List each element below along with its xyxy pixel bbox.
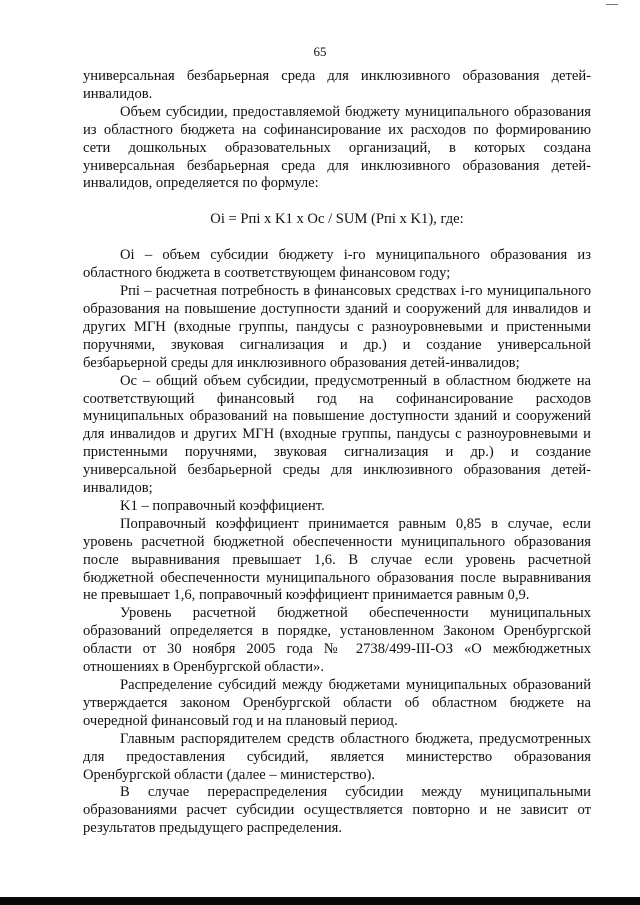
definition-oc: Oc – общий объем субсидии, предусмотренный в областном бюджете на соответствующий финансовый год на софинансирование расходов муниципальных образований на повышение доступности зданий и сооружений для инвалидов и других МГН (входные группы, пандусы с разноуровневыми и пристенными поручнями, звуковая сигнализация и др.) и создание универсальной безбарьерной среды для инклюзивного образования детей-инвалидов;	[83, 372, 591, 497]
paragraph-subsidy-volume: Объем субсидии, предоставляемой бюджету муниципального образования из областного бюджета на софинансирование их расходов по формированию сети дошкольных образовательных организаций, в которых создана универсальная безбарьерная среда для инклюзивного образования детей-инвалидов, определяется по формуле:	[83, 103, 591, 192]
definition-rpi: Pпi – расчетная потребность в финансовых средствах i-го муниципального образования на повышение доступности зданий и сооружений для инвалидов и других МГН (входные группы, пандусы с разноуровневыми и пристенными поручнями, звуковая сигнализация и др.) и создание универсальной безбарьерной среды для инклюзивного образования детей-инвалидов;	[83, 283, 591, 371]
scan-corner-mark	[606, 4, 618, 5]
paragraph-correction-coefficient: Поправочный коэффициент принимается равным 0,85 в случае, если уровень расчетной бюджетной обеспеченности муниципального образования после выравнивания превышает 1,6. В случае если уровень расчетной бюджетной обеспеченности муниципального образования после выравнивания не превышает 1,6, поправочный коэффициент принимается равным 0,9.	[83, 515, 591, 604]
definition-oi: Oi – объем субсидии бюджету i-го муниципального образования из областного бюджета в соответствующем финансовом году;	[83, 247, 591, 282]
paragraph-continuation: универсальная безбарьерная среда для инклюзивного образования детей-инвалидов.	[83, 68, 591, 102]
definition-k1: K1 – поправочный коэффициент.	[120, 497, 325, 514]
paragraph-chief-administrator: Главным распорядителем средств областного бюджета, предусмотренных для предоставления субсидий, является министерство образования Оренбургской области (далее – министерство).	[83, 730, 591, 783]
paragraph-redistribution: В случае перераспределения субсидии между муниципальными образованиями расчет субсидии осуществляется повторно и не зависит от результатов предыдущего распределения.	[83, 784, 591, 837]
scan-bottom-border	[0, 897, 640, 905]
paragraph-budget-provision: Уровень расчетной бюджетной обеспеченности муниципальных образований определяется в порядке, установленном Законом Оренбургской области от 30 ноября 2005 года № 2738/499-III-ОЗ «О межбюджетных отношениях в Оренбургской области».	[83, 605, 591, 676]
subsidy-formula: Oi = Pпi x K1 x Oc / SUM (Pпi x K1), где:	[210, 211, 464, 228]
document-body	[83, 68, 591, 838]
page-number: 65	[313, 44, 327, 59]
paragraph-distribution: Распределение субсидий между бюджетами муниципальных образований утверждается законом Оренбургской области об областном бюджете на очередной финансовый год и на плановый период.	[83, 677, 591, 729]
